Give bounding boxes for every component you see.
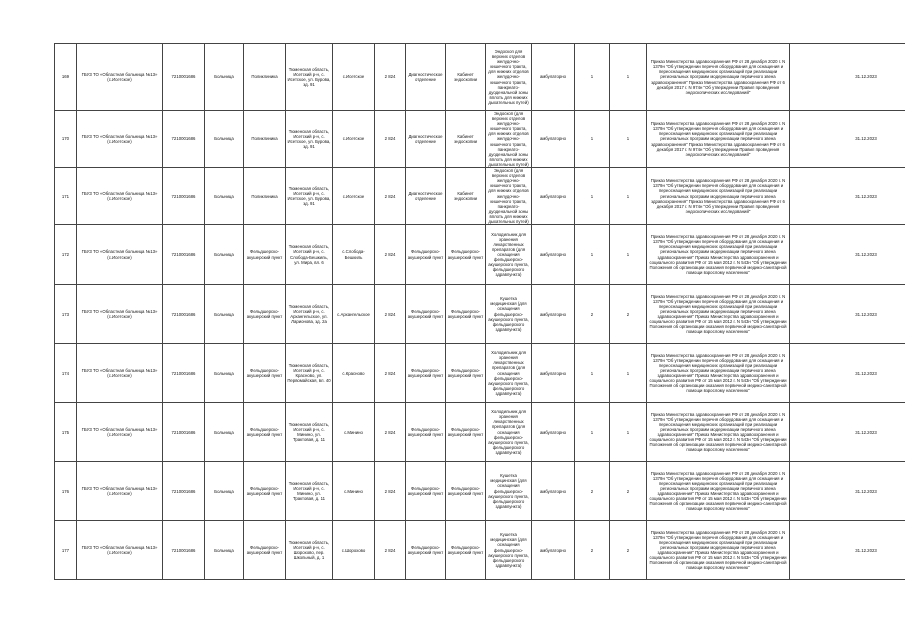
room: Фельдшерско-акушерский пункт	[446, 462, 486, 521]
quantity-planned: 2	[610, 521, 647, 580]
quantity-required: 2	[575, 285, 610, 344]
legal-basis: Приказ Министерства здравоохранения РФ от 28 декабря 2020 г. N 1379н "Об утверждении перечня оборудования для оснащения и переоснащения медицинских организаций при реализации региональных программ модернизации первичного звена здравоохранения" Приказ Министерства здравоохранения РФ от 6 декабря 2017 г. N 974н "Об утверждении Правил проведения эндоскопических исследований"	[647, 168, 790, 225]
deadline-date: 31.12.2023	[790, 225, 905, 285]
table-row	[55, 462, 905, 521]
deadline-date: 31.12.2023	[790, 44, 905, 111]
table-row	[55, 285, 905, 344]
quantity-required: 1	[575, 168, 610, 225]
equipment-name: Эндоскоп (для верхних отделов желудочно-кишечного тракта, для нижних отделов желудочно-кишечного тракта, панкреато-дуоденальной зоны вплоть для нижних дыхательных путей)	[486, 168, 532, 225]
unit: Диагностическое отделение	[406, 168, 446, 225]
legal-basis: Приказ Министерства здравоохранения РФ от 28 декабря 2020 г. N 1379н "Об утверждении перечня оборудования для оснащения и переоснащения медицинских организаций при реализации региональных программ модернизации первичного звена здравоохранения" Приказ Министерства здравоохранения РФ от 6 декабря 2017 г. N 974н "Об утверждении Правил проведения эндоскопических исследований"	[647, 44, 790, 111]
deadline-date: 31.12.2023	[790, 462, 905, 521]
locality: с.Слобода-Бешкиль	[333, 225, 375, 285]
care-mode: амбулаторно	[532, 521, 575, 580]
quantity-required: 1	[575, 111, 610, 168]
organization-name: ГБУЗ ТО «Областная больница №13» (с.Исетское)	[77, 168, 163, 225]
row-number: 174	[55, 344, 77, 403]
quantity-required: 1	[575, 344, 610, 403]
address: Тюменская область, Исетский р-н, с. Архангельское, ул. Ларионова, зд. 2а	[286, 285, 333, 344]
legal-basis: Приказ Министерства здравоохранения РФ от 28 декабря 2020 г. N 1379н "Об утверждении перечня оборудования для оснащения и переоснащения медицинских организаций при реализации региональных программ модернизации первичного звена здравоохранения" Приказ Министерства здравоохранения и социального развития РФ от 15 мая 2012 г. N 543н "Об утверждении Положения об организации оказания первичной медико-санитарной помощи взрослому населению"	[647, 521, 790, 580]
equipment-name: Кушетка медицинская (для оснащения фельдшерско-акушерского пункта, фельдшерского здравпункта)	[486, 462, 532, 521]
quantity-planned: 1	[610, 111, 647, 168]
address: Тюменская область, Исетский р-н, с. Шорохово, пер. Школьный, д. 1	[286, 521, 333, 580]
row-number: 177	[55, 521, 77, 580]
department: Фельдшерско-акушерский пункт	[244, 521, 286, 580]
legal-basis: Приказ Министерства здравоохранения РФ от 28 декабря 2020 г. N 1379н "Об утверждении перечня оборудования для оснащения и переоснащения медицинских организаций при реализации региональных программ модернизации первичного звена здравоохранения" Приказ Министерства здравоохранения и социального развития РФ от 15 мая 2012 г. N 543н "Об утверждении Положения об организации оказания первичной медико-санитарной помощи взрослому населению"	[647, 344, 790, 403]
locality: с.Минино	[333, 462, 375, 521]
locality: с.Архангельское	[333, 285, 375, 344]
population: 2 824	[375, 403, 406, 462]
deadline-date: 31.12.2023	[790, 403, 905, 462]
legal-basis: Приказ Министерства здравоохранения РФ от 28 декабря 2020 г. N 1379н "Об утверждении перечня оборудования для оснащения и переоснащения медицинских организаций при реализации региональных программ модернизации первичного звена здравоохранения" Приказ Министерства здравоохранения и социального развития РФ от 15 мая 2012 г. N 543н "Об утверждении Положения об организации оказания первичной медико-санитарной помощи взрослому населению"	[647, 462, 790, 521]
quantity-planned: 1	[610, 403, 647, 462]
quantity-required: 1	[575, 225, 610, 285]
inn-code: 7210001686	[163, 168, 205, 225]
deadline-date: 31.12.2023	[790, 168, 905, 225]
care-mode: амбулаторно	[532, 111, 575, 168]
organization-type: Больница	[205, 344, 244, 403]
quantity-planned: 1	[610, 44, 647, 111]
address: Тюменская область, Исетский р-н, с. Исетское, ул. Бурова, зд. 91	[286, 111, 333, 168]
department: Поликлиника	[244, 111, 286, 168]
table-body	[55, 44, 905, 580]
room: Фельдшерско-акушерский пункт	[446, 285, 486, 344]
address: Тюменская область, Исетский р-н, с. Исетское, ул. Бурова, зд. 91	[286, 168, 333, 225]
organization-type: Больница	[205, 521, 244, 580]
quantity-planned: 1	[610, 225, 647, 285]
population: 2 824	[375, 168, 406, 225]
organization-name: ГБУЗ ТО «Областная больница №13» (с.Исетское)	[77, 225, 163, 285]
equipment-name: Холодильник для хранения лекарственных препаратов (для оснащения фельдшерско-акушерского пункта, фельдшерского здравпункта)	[486, 225, 532, 285]
population: 2 824	[375, 44, 406, 111]
care-mode: амбулаторно	[532, 285, 575, 344]
organization-name: ГБУЗ ТО «Областная больница №13» (с.Исетское)	[77, 344, 163, 403]
organization-name: ГБУЗ ТО «Областная больница №13» (с.Исетское)	[77, 44, 163, 111]
department: Поликлиника	[244, 168, 286, 225]
room: Кабинет эндоскопии	[446, 44, 486, 111]
address: Тюменская область, Исетский р-н, с. Исетское, ул. Бурова, зд. 91	[286, 44, 333, 111]
department: Фельдшерско-акушерский пункт	[244, 403, 286, 462]
population: 2 824	[375, 521, 406, 580]
population: 2 824	[375, 344, 406, 403]
locality: с.Шорохово	[333, 521, 375, 580]
inn-code: 7210001686	[163, 285, 205, 344]
locality: с.Минино	[333, 403, 375, 462]
unit: Фельдшерско-акушерский пункт	[406, 225, 446, 285]
equipment-name: Эндоскоп для верхних отделов желудочно-кишечного тракта, для нижних отделов желудочно-кишечного тракта, панкреато-дуоденальной зоны вплоть для нижних дыхательных путей)	[486, 44, 532, 111]
care-mode: амбулаторно	[532, 44, 575, 111]
department: Фельдшерско-акушерский пункт	[244, 462, 286, 521]
address: Тюменская область, Исетский р-н, с. Минино, ул. Трактовая, д. 11	[286, 462, 333, 521]
organization-type: Больница	[205, 111, 244, 168]
table-row	[55, 44, 905, 111]
unit: Диагностическое отделение	[406, 44, 446, 111]
organization-name: ГБУЗ ТО «Областная больница №13» (с.Исетское)	[77, 403, 163, 462]
deadline-date: 31.12.2023	[790, 285, 905, 344]
document-sheet	[54, 43, 877, 580]
unit: Диагностическое отделение	[406, 111, 446, 168]
table-row	[55, 168, 905, 225]
care-mode: амбулаторно	[532, 168, 575, 225]
address: Тюменская область, Исетский р-н, с. Красново, ул. Первомайская, вл. 40	[286, 344, 333, 403]
equipment-name: Эндоскоп (для верхних отделов желудочно-кишечного тракта, для нижних отделов желудочно-кишечного тракта, панкреато-дуоденальной зоны вплоть для нижних дыхательных путей)	[486, 111, 532, 168]
quantity-required: 2	[575, 462, 610, 521]
table-row	[55, 111, 905, 168]
legal-basis: Приказ Министерства здравоохранения РФ от 28 декабря 2020 г. N 1379н "Об утверждении перечня оборудования для оснащения и переоснащения медицинских организаций при реализации региональных программ модернизации первичного звена здравоохранения" Приказ Министерства здравоохранения и социального развития РФ от 15 мая 2012 г. N 543н "Об утверждении Положения об организации оказания первичной медико-санитарной помощи взрослому населению"	[647, 285, 790, 344]
inn-code: 7210001686	[163, 521, 205, 580]
department: Фельдшерско-акушерский пункт	[244, 344, 286, 403]
inn-code: 7210001686	[163, 225, 205, 285]
row-number: 170	[55, 111, 77, 168]
legal-basis: Приказ Министерства здравоохранения РФ от 28 декабря 2020 г. N 1379н "Об утверждении перечня оборудования для оснащения и переоснащения медицинских организаций при реализации региональных программ модернизации первичного звена здравоохранения" Приказ Министерства здравоохранения и социального развития РФ от 15 мая 2012 г. N 543н "Об утверждении Положения об организации оказания первичной медико-санитарной помощи взрослому населению"	[647, 225, 790, 285]
room: Кабинет эндоскопии	[446, 111, 486, 168]
locality: с.Исетское	[333, 44, 375, 111]
organization-type: Больница	[205, 462, 244, 521]
equipment-name: Холодильник для хранения лекарственных препаратов (для оснащения фельдшерско-акушерского пункта, фельдшерского здравпункта)	[486, 403, 532, 462]
table-row	[55, 403, 905, 462]
equipment-name: Кушетка медицинская (для оснащения фельдшерско-акушерского пункта, фельдшерского здравпункта)	[486, 521, 532, 580]
organization-type: Больница	[205, 225, 244, 285]
deadline-date: 31.12.2023	[790, 521, 905, 580]
quantity-planned: 1	[610, 344, 647, 403]
equipment-table	[54, 43, 905, 580]
department: Фельдшерско-акушерский пункт	[244, 285, 286, 344]
organization-name: ГБУЗ ТО «Областная больница №13» (с.Исетское)	[77, 111, 163, 168]
unit: Фельдшерско-акушерский пункт	[406, 462, 446, 521]
organization-name: ГБУЗ ТО «Областная больница №13» (с.Исетское)	[77, 521, 163, 580]
locality: с.Исетское	[333, 111, 375, 168]
organization-type: Больница	[205, 403, 244, 462]
organization-type: Больница	[205, 168, 244, 225]
inn-code: 7210001686	[163, 403, 205, 462]
row-number: 172	[55, 225, 77, 285]
quantity-planned: 2	[610, 462, 647, 521]
department: Фельдшерско-акушерский пункт	[244, 225, 286, 285]
unit: Фельдшерско-акушерский пункт	[406, 521, 446, 580]
room: Кабинет эндоскопии	[446, 168, 486, 225]
inn-code: 7210001686	[163, 462, 205, 521]
organization-type: Больница	[205, 44, 244, 111]
equipment-name: Холодильник для хранения лекарственных препаратов (для оснащения фельдшерско-акушерского пункта, фельдшерского здравпункта)	[486, 344, 532, 403]
population: 2 824	[375, 225, 406, 285]
row-number: 175	[55, 403, 77, 462]
row-number: 176	[55, 462, 77, 521]
row-number: 173	[55, 285, 77, 344]
care-mode: амбулаторно	[532, 225, 575, 285]
legal-basis: Приказ Министерства здравоохранения РФ от 28 декабря 2020 г. N 1379н "Об утверждении перечня оборудования для оснащения и переоснащения медицинских организаций при реализации региональных программ модернизации первичного звена здравоохранения" Приказ Министерства здравоохранения РФ от 6 декабря 2017 г. N 974н "Об утверждении Правил проведения эндоскопических исследований"	[647, 111, 790, 168]
unit: Фельдшерско-акушерский пункт	[406, 403, 446, 462]
quantity-planned: 2	[610, 285, 647, 344]
organization-type: Больница	[205, 285, 244, 344]
table-row	[55, 521, 905, 580]
deadline-date: 31.12.2023	[790, 111, 905, 168]
room: Фельдшерско-акушерский пункт	[446, 225, 486, 285]
table-row	[55, 344, 905, 403]
equipment-name: Кушетка медицинская (для оснащения фельдшерско-акушерского пункта, фельдшерского здравпункта)	[486, 285, 532, 344]
quantity-required: 1	[575, 44, 610, 111]
locality: с.Красново	[333, 344, 375, 403]
locality: с.Исетское	[333, 168, 375, 225]
quantity-required: 1	[575, 403, 610, 462]
row-number: 169	[55, 44, 77, 111]
row-number: 171	[55, 168, 77, 225]
inn-code: 7210001686	[163, 344, 205, 403]
population: 2 824	[375, 285, 406, 344]
population: 2 824	[375, 462, 406, 521]
department: Поликлиника	[244, 44, 286, 111]
room: Фельдшерско-акушерский пункт	[446, 344, 486, 403]
inn-code: 7210001686	[163, 44, 205, 111]
legal-basis: Приказ Министерства здравоохранения РФ от 28 декабря 2020 г. N 1379н "Об утверждении перечня оборудования для оснащения и переоснащения медицинских организаций при реализации региональных программ модернизации первичного звена здравоохранения" Приказ Министерства здравоохранения и социального развития РФ от 15 мая 2012 г. N 543н "Об утверждении Положения об организации оказания первичной медико-санитарной помощи взрослому населению"	[647, 403, 790, 462]
population: 2 824	[375, 111, 406, 168]
care-mode: амбулаторно	[532, 403, 575, 462]
inn-code: 7210001686	[163, 111, 205, 168]
organization-name: ГБУЗ ТО «Областная больница №13» (с.Исетское)	[77, 462, 163, 521]
care-mode: амбулаторно	[532, 344, 575, 403]
organization-name: ГБУЗ ТО «Областная больница №13» (с.Исетское)	[77, 285, 163, 344]
quantity-required: 2	[575, 521, 610, 580]
address: Тюменская область, Исетский р-н, с. Слобода-Бешкиль, ул. Мира, вл. 6	[286, 225, 333, 285]
table-row	[55, 225, 905, 285]
address: Тюменская область, Исетский р-н, с. Минино, ул. Трактовая, д. 11	[286, 403, 333, 462]
unit: Фельдшерско-акушерский пункт	[406, 285, 446, 344]
care-mode: амбулаторно	[532, 462, 575, 521]
room: Фельдшерско-акушерский пункт	[446, 403, 486, 462]
deadline-date: 31.12.2023	[790, 344, 905, 403]
unit: Фельдшерско-акушерский пункт	[406, 344, 446, 403]
quantity-planned: 1	[610, 168, 647, 225]
room: Фельдшерско-акушерский пункт	[446, 521, 486, 580]
